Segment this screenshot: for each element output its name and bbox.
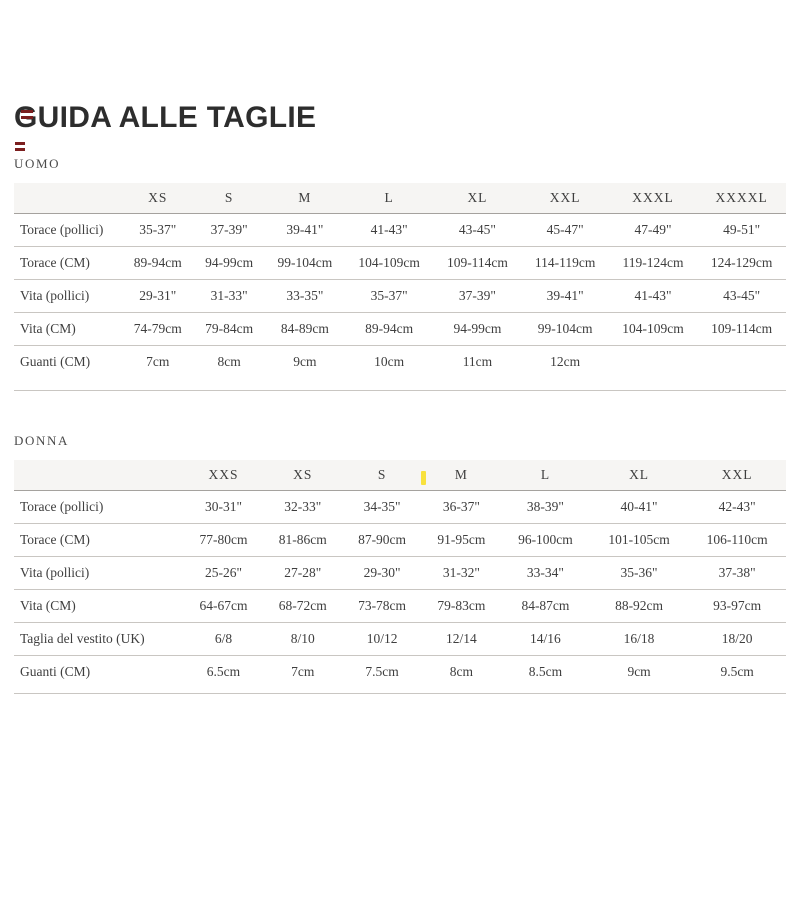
value-cell: 99-104cm — [521, 313, 608, 346]
header-row — [14, 183, 786, 214]
value-cell: 10cm — [345, 346, 434, 391]
value-cell: 74-79cm — [122, 313, 193, 346]
value-cell: 87-90cm — [342, 524, 421, 557]
value-cell: 35-37" — [345, 280, 434, 313]
value-cell: 47-49" — [609, 214, 698, 247]
value-cell: 94-99cm — [433, 313, 521, 346]
value-cell: 35-36" — [590, 557, 688, 590]
red-artifact-mark — [15, 142, 25, 151]
header-row — [14, 460, 786, 491]
value-cell: 104-109cm — [609, 313, 698, 346]
value-cell: 14/16 — [501, 623, 590, 656]
row-label: Guanti (CM) — [14, 656, 184, 694]
table-row — [14, 491, 786, 524]
value-cell: 41-43" — [609, 280, 698, 313]
value-cell: 49-51" — [697, 214, 786, 247]
value-cell: 79-83cm — [422, 590, 501, 623]
value-cell: 109-114cm — [433, 247, 521, 280]
column-header: M — [265, 183, 345, 214]
value-cell: 6.5cm — [184, 656, 263, 694]
value-cell: 25-26" — [184, 557, 263, 590]
value-cell: 9.5cm — [688, 656, 786, 694]
value-cell: 8cm — [193, 346, 264, 391]
row-label: Torace (CM) — [14, 247, 122, 280]
value-cell: 37-39" — [193, 214, 264, 247]
value-cell — [609, 346, 698, 391]
value-cell: 7.5cm — [342, 656, 421, 694]
value-cell: 31-32" — [422, 557, 501, 590]
value-cell: 88-92cm — [590, 590, 688, 623]
column-header: XXL — [521, 183, 608, 214]
value-cell: 40-41" — [590, 491, 688, 524]
value-cell: 84-87cm — [501, 590, 590, 623]
row-label: Taglia del vestito (UK) — [14, 623, 184, 656]
value-cell: 36-37" — [422, 491, 501, 524]
yellow-cursor-artifact — [421, 471, 426, 485]
row-label: Torace (CM) — [14, 524, 184, 557]
value-cell: 37-38" — [688, 557, 786, 590]
corner-cell — [14, 460, 184, 491]
section-donna-label: DONNA — [14, 433, 69, 448]
column-header: L — [345, 183, 434, 214]
column-header: XXS — [184, 460, 263, 491]
table-row — [14, 623, 786, 656]
value-cell: 6/8 — [184, 623, 263, 656]
column-header: S — [193, 183, 264, 214]
value-cell: 41-43" — [345, 214, 434, 247]
size-guide-page — [0, 101, 800, 694]
value-cell: 27-28" — [263, 557, 342, 590]
value-cell: 81-86cm — [263, 524, 342, 557]
column-header: XL — [590, 460, 688, 491]
table-row — [14, 524, 786, 557]
value-cell: 32-33" — [263, 491, 342, 524]
column-header: XXXL — [609, 183, 698, 214]
column-header: XS — [263, 460, 342, 491]
row-label: Torace (pollici) — [14, 214, 122, 247]
table-row — [14, 247, 786, 280]
value-cell: 106-110cm — [688, 524, 786, 557]
value-cell: 64-67cm — [184, 590, 263, 623]
value-cell: 8cm — [422, 656, 501, 694]
section-uomo — [14, 156, 786, 391]
section-donna — [14, 433, 786, 694]
value-cell: 33-35" — [265, 280, 345, 313]
value-cell: 43-45" — [433, 214, 521, 247]
value-cell: 33-34" — [501, 557, 590, 590]
value-cell: 38-39" — [501, 491, 590, 524]
value-cell: 8.5cm — [501, 656, 590, 694]
table-row — [14, 590, 786, 623]
row-label: Vita (pollici) — [14, 557, 184, 590]
value-cell: 89-94cm — [122, 247, 193, 280]
value-cell: 31-33" — [193, 280, 264, 313]
value-cell: 37-39" — [433, 280, 521, 313]
value-cell: 109-114cm — [697, 313, 786, 346]
value-cell: 42-43" — [688, 491, 786, 524]
donna-size-table — [14, 460, 786, 694]
value-cell: 29-31" — [122, 280, 193, 313]
value-cell: 45-47" — [521, 214, 608, 247]
value-cell: 96-100cm — [501, 524, 590, 557]
value-cell — [697, 346, 786, 391]
value-cell: 99-104cm — [265, 247, 345, 280]
value-cell: 9cm — [265, 346, 345, 391]
value-cell: 73-78cm — [342, 590, 421, 623]
value-cell: 18/20 — [688, 623, 786, 656]
value-cell: 43-45" — [697, 280, 786, 313]
section-uomo-label: UOMO — [14, 156, 61, 171]
value-cell: 29-30" — [342, 557, 421, 590]
value-cell: 9cm — [590, 656, 688, 694]
column-header: M — [422, 460, 501, 491]
table-row — [14, 656, 786, 694]
page-title: GUIDA ALLE TAGLIE — [14, 101, 317, 134]
value-cell: 104-109cm — [345, 247, 434, 280]
value-cell: 124-129cm — [697, 247, 786, 280]
value-cell: 84-89cm — [265, 313, 345, 346]
column-header: XL — [433, 183, 521, 214]
row-label: Guanti (CM) — [14, 346, 122, 391]
value-cell: 10/12 — [342, 623, 421, 656]
value-cell: 89-94cm — [345, 313, 434, 346]
column-header: XS — [122, 183, 193, 214]
row-label: Vita (CM) — [14, 590, 184, 623]
column-header: S — [342, 460, 421, 491]
table-row — [14, 557, 786, 590]
value-cell: 114-119cm — [521, 247, 608, 280]
value-cell: 39-41" — [521, 280, 608, 313]
value-cell: 35-37" — [122, 214, 193, 247]
table-row — [14, 280, 786, 313]
row-label: Torace (pollici) — [14, 491, 184, 524]
row-label: Vita (CM) — [14, 313, 122, 346]
column-header: L — [501, 460, 590, 491]
table-row — [14, 346, 786, 391]
value-cell: 11cm — [433, 346, 521, 391]
uomo-size-table — [14, 183, 786, 391]
value-cell: 39-41" — [265, 214, 345, 247]
row-label: Vita (pollici) — [14, 280, 122, 313]
table-row — [14, 214, 786, 247]
value-cell: 34-35" — [342, 491, 421, 524]
red-artifact-mark — [21, 110, 33, 119]
column-header: XXL — [688, 460, 786, 491]
value-cell: 7cm — [122, 346, 193, 391]
value-cell: 94-99cm — [193, 247, 264, 280]
value-cell: 30-31" — [184, 491, 263, 524]
value-cell: 12/14 — [422, 623, 501, 656]
corner-cell — [14, 183, 122, 214]
value-cell: 91-95cm — [422, 524, 501, 557]
value-cell: 8/10 — [263, 623, 342, 656]
value-cell: 16/18 — [590, 623, 688, 656]
value-cell: 12cm — [521, 346, 608, 391]
table-row — [14, 313, 786, 346]
value-cell: 119-124cm — [609, 247, 698, 280]
value-cell: 101-105cm — [590, 524, 688, 557]
value-cell: 7cm — [263, 656, 342, 694]
value-cell: 79-84cm — [193, 313, 264, 346]
value-cell: 77-80cm — [184, 524, 263, 557]
column-header: XXXXL — [697, 183, 786, 214]
value-cell: 68-72cm — [263, 590, 342, 623]
value-cell: 93-97cm — [688, 590, 786, 623]
